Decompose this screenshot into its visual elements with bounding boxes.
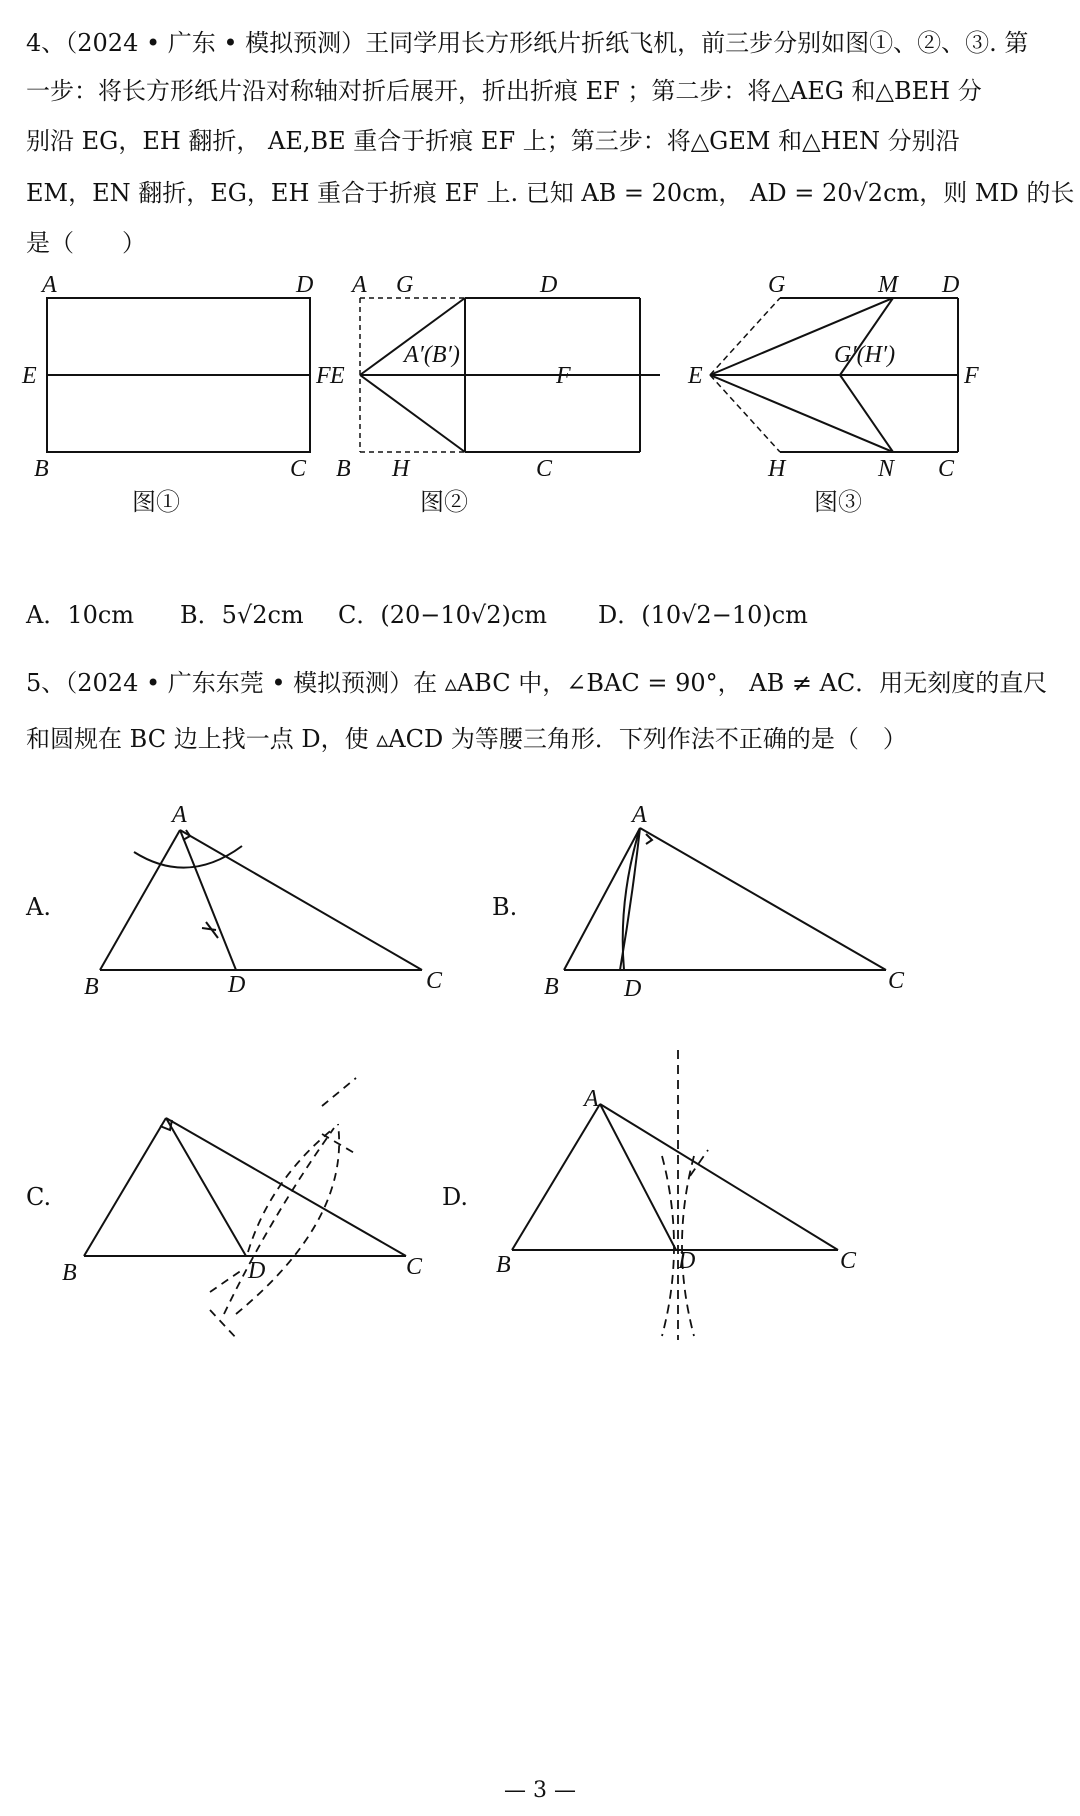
fig3-label-n: N bbox=[878, 456, 895, 482]
fig1-label-d: D bbox=[296, 272, 314, 298]
fig2-label-c: C bbox=[536, 456, 553, 482]
q4-option-c: C．(20−10√2)cm bbox=[338, 601, 548, 629]
fig2-label-a: A bbox=[352, 272, 367, 298]
q4-option-d: D．(10√2−10)cm bbox=[598, 601, 808, 629]
q5c-label-b: B bbox=[62, 1260, 77, 1286]
q5d-label-d: D bbox=[678, 1248, 696, 1274]
fig1-label-b: B bbox=[34, 456, 49, 482]
q5b-label-b: B bbox=[544, 974, 559, 1000]
q5-line-2: 和圆规在 BC 边上找一点 D，使 ▵ACD 为等腰三角形．下列作法不正确的是（ ） bbox=[26, 725, 907, 753]
fig2-label-f: F bbox=[556, 363, 571, 389]
fig2-label-g: G bbox=[396, 272, 414, 298]
q5d-label-a: A bbox=[584, 1086, 599, 1112]
fig3-label-e: E bbox=[688, 363, 703, 389]
q5-option-label-b: B. bbox=[492, 893, 518, 921]
q4-line-4: EM，EN 翻折，EG，EH 重合于折痕 EF 上. 已知 AB = 20cm， AD = 20√2cm，则 MD 的长 bbox=[26, 179, 1075, 207]
fig2-label-ab: A′(B′) bbox=[404, 342, 460, 368]
fig3-label-g: G bbox=[768, 272, 786, 298]
q5a-label-a: A bbox=[172, 802, 187, 828]
q5b-label-c: C bbox=[888, 968, 905, 994]
fig1-label-c: C bbox=[290, 456, 307, 482]
fig2-label-d: D bbox=[540, 272, 558, 298]
q5c-label-d: D bbox=[248, 1258, 266, 1284]
q5-option-label-a: A. bbox=[26, 893, 51, 921]
q5a-label-d: D bbox=[228, 972, 246, 998]
figure-1 bbox=[20, 272, 340, 566]
figure-2 bbox=[330, 272, 660, 566]
fig3-label-gh: G′(H′) bbox=[834, 342, 896, 368]
q5d-label-c: C bbox=[840, 1248, 857, 1274]
q5c-label-c: C bbox=[406, 1254, 423, 1280]
figure-3 bbox=[680, 272, 980, 566]
fig3-label-d: D bbox=[942, 272, 960, 298]
fig3-label-f: F bbox=[964, 363, 979, 389]
page-number: — 3 — bbox=[504, 1778, 576, 1803]
q4-line-3: 别沿 EG，EH 翻折， AE,BE 重合于折痕 EF 上；第三步：将△GEM 和△HEN 分别沿 bbox=[26, 127, 960, 155]
q4-line-5: 是（ ） bbox=[26, 229, 146, 257]
q4-option-b: B．5√2cm bbox=[180, 601, 304, 629]
q5-option-label-c: C. bbox=[26, 1183, 52, 1211]
q5-figure-b bbox=[536, 800, 956, 1010]
fig3-label-c: C bbox=[938, 456, 955, 482]
q5-figure-d bbox=[490, 1046, 910, 1346]
fig2-label-h: H bbox=[392, 456, 410, 482]
fig1-label-a: A bbox=[42, 272, 57, 298]
fig2-label-b: B bbox=[336, 456, 351, 482]
q5d-label-b: B bbox=[496, 1252, 511, 1278]
q5-figure-c bbox=[60, 1070, 480, 1340]
q5-option-label-d: D. bbox=[442, 1183, 469, 1211]
fig3-label-m: M bbox=[878, 272, 898, 298]
fig2-label-e: E bbox=[330, 363, 345, 389]
q5a-label-c: C bbox=[426, 968, 443, 994]
q4-option-a: A．10cm bbox=[26, 601, 135, 629]
q5b-label-d: D bbox=[624, 976, 642, 1002]
q4-line-1: 4、（2024 • 广东 • 模拟预测）王同学用长方形纸片折纸飞机，前三步分别如图①、②、③. 第 bbox=[26, 29, 1029, 57]
fig3-label-h: H bbox=[768, 456, 786, 482]
q5a-label-b: B bbox=[84, 974, 99, 1000]
q5-figure-a bbox=[70, 800, 490, 1010]
fig1-caption: 图① bbox=[132, 490, 180, 516]
fig3-caption: 图③ bbox=[814, 490, 862, 516]
fig1-label-f: F bbox=[316, 363, 331, 389]
q4-line-2: 一步：将长方形纸片沿对称轴对折后展开，折出折痕 EF ；第二步：将△AEG 和△BEH 分 bbox=[26, 77, 982, 105]
q5b-label-a: A bbox=[632, 802, 647, 828]
fig2-caption: 图② bbox=[420, 490, 468, 516]
fig1-label-e: E bbox=[22, 363, 37, 389]
q5-line-1: 5、（2024 • 广东东莞 • 模拟预测）在 ▵ABC 中，∠BAC = 90°， AB ≠ AC．用无刻度的直尺 bbox=[26, 669, 1048, 697]
